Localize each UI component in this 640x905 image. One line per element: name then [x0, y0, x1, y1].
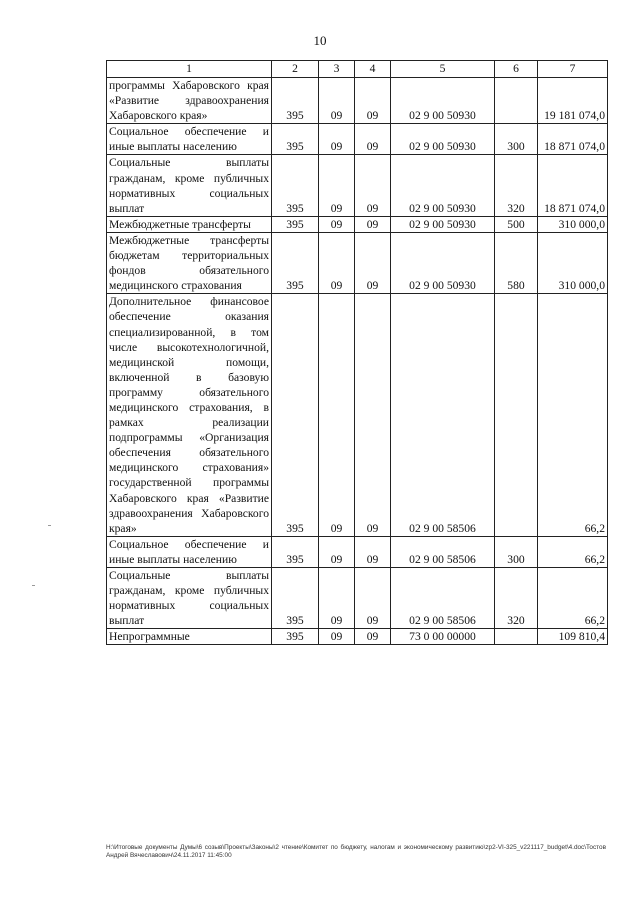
header-cell: 4 [355, 61, 391, 78]
header-cell: 3 [319, 61, 355, 78]
cell-target-article: 02 9 00 58506 [391, 294, 495, 537]
cell-section-code: 09 [319, 294, 355, 537]
cell-amount: 66,2 [538, 536, 608, 567]
row-description: Непрограммные [107, 629, 272, 645]
cell-amount: 310 000,0 [538, 216, 608, 232]
cell-ministry-code: 395 [272, 536, 319, 567]
cell-ministry-code: 395 [272, 232, 319, 293]
cell-section-code: 09 [319, 124, 355, 155]
row-description: Дополнительное финансовое обеспечение оказания специализированной, в том числе высокотехнологичной, медицинской помощи, включенной в базовую программу обязательного медицинского страхования, в рамках реализации подпрограммы «Организация обеспечения обязательного медицинского страхования» государственной программы Хабаровского края «Развитие здравоохранения Хабаровского края» [107, 294, 272, 537]
row-description: Социальное обеспечение и иные выплаты населению [107, 124, 272, 155]
table-row [107, 568, 608, 629]
cell-ministry-code: 395 [272, 568, 319, 629]
cell-target-article: 02 9 00 50930 [391, 78, 495, 124]
cell-subsection-code: 09 [355, 216, 391, 232]
scan-mark [48, 525, 51, 526]
cell-section-code: 09 [319, 568, 355, 629]
cell-section-code: 09 [319, 78, 355, 124]
cell-subsection-code: 09 [355, 568, 391, 629]
header-cell: 5 [391, 61, 495, 78]
row-description: Межбюджетные трансферты [107, 216, 272, 232]
cell-amount: 18 871 074,0 [538, 124, 608, 155]
table-row [107, 629, 608, 645]
cell-ministry-code: 395 [272, 124, 319, 155]
row-description: программы Хабаровского края «Развитие здравоохранения Хабаровского края» [107, 78, 272, 124]
cell-expense-type [495, 78, 538, 124]
budget-table [106, 60, 608, 645]
cell-section-code: 09 [319, 155, 355, 216]
cell-ministry-code: 395 [272, 216, 319, 232]
header-cell: 6 [495, 61, 538, 78]
row-description: Межбюджетные трансферты бюджетам территориальных фондов обязательного медицинского страхования [107, 232, 272, 293]
cell-section-code: 09 [319, 216, 355, 232]
cell-expense-type [495, 629, 538, 645]
header-cell: 1 [107, 61, 272, 78]
cell-subsection-code: 09 [355, 155, 391, 216]
cell-section-code: 09 [319, 536, 355, 567]
cell-amount: 310 000,0 [538, 232, 608, 293]
table-row [107, 232, 608, 293]
cell-expense-type: 300 [495, 536, 538, 567]
cell-amount: 19 181 074,0 [538, 78, 608, 124]
cell-target-article: 02 9 00 50930 [391, 124, 495, 155]
cell-ministry-code: 395 [272, 78, 319, 124]
scan-mark [32, 585, 35, 586]
row-description: Социальные выплаты гражданам, кроме публичных нормативных социальных выплат [107, 155, 272, 216]
cell-subsection-code: 09 [355, 232, 391, 293]
table-row [107, 155, 608, 216]
cell-expense-type: 320 [495, 568, 538, 629]
cell-expense-type: 580 [495, 232, 538, 293]
header-cell: 2 [272, 61, 319, 78]
cell-ministry-code: 395 [272, 294, 319, 537]
cell-subsection-code: 09 [355, 629, 391, 645]
table-row [107, 294, 608, 537]
cell-amount: 109 810,4 [538, 629, 608, 645]
cell-expense-type: 300 [495, 124, 538, 155]
cell-amount: 66,2 [538, 568, 608, 629]
table-body [107, 61, 608, 645]
cell-expense-type: 320 [495, 155, 538, 216]
table-row [107, 536, 608, 567]
cell-subsection-code: 09 [355, 536, 391, 567]
cell-target-article: 02 9 00 50930 [391, 155, 495, 216]
cell-subsection-code: 09 [355, 294, 391, 537]
cell-section-code: 09 [319, 232, 355, 293]
table-row [107, 124, 608, 155]
page-number: 10 [313, 33, 327, 48]
cell-target-article: 02 9 00 50930 [391, 232, 495, 293]
table-row [107, 216, 608, 232]
cell-ministry-code: 395 [272, 155, 319, 216]
cell-ministry-code: 395 [272, 629, 319, 645]
cell-amount: 18 871 074,0 [538, 155, 608, 216]
cell-subsection-code: 09 [355, 124, 391, 155]
row-description: Социальные выплаты гражданам, кроме публичных нормативных социальных выплат [107, 568, 272, 629]
cell-amount: 66,2 [538, 294, 608, 537]
cell-target-article: 02 9 00 58506 [391, 536, 495, 567]
cell-target-article: 73 0 00 00000 [391, 629, 495, 645]
cell-expense-type [495, 294, 538, 537]
cell-expense-type: 500 [495, 216, 538, 232]
table-row [107, 78, 608, 124]
cell-subsection-code: 09 [355, 78, 391, 124]
cell-section-code: 09 [319, 629, 355, 645]
cell-target-article: 02 9 00 50930 [391, 216, 495, 232]
row-description: Социальное обеспечение и иные выплаты населению [107, 536, 272, 567]
document-path-footer: H:\Итоговые документы Думы\6 созыв\Проекты\Законы\2 чтение\Комитет по бюджету, налогам и экономическому развитию\zp2-VI-325_v221117_budget\4.doc\Тостов Андрей Вячеславович\24.11.2017 11:45:00 [106, 844, 606, 859]
cell-target-article: 02 9 00 58506 [391, 568, 495, 629]
header-cell: 7 [538, 61, 608, 78]
table-header-row [107, 61, 608, 78]
